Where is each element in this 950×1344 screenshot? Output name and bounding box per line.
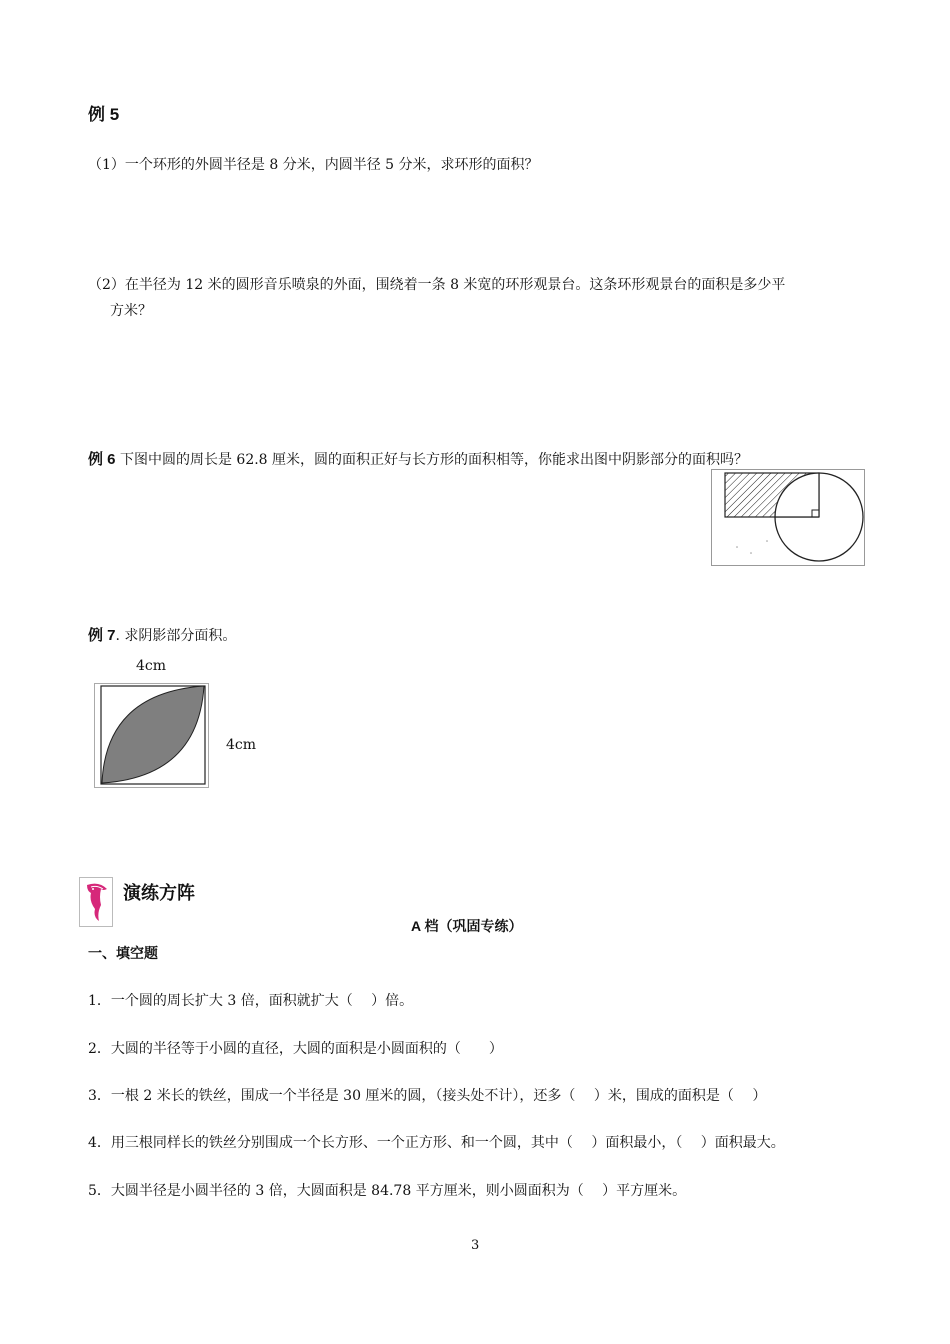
example-6-label: 例 6 [88, 451, 116, 468]
example-6-figure [711, 469, 865, 566]
page-number: 3 [471, 1238, 480, 1253]
example-7-text: . 求阴影部分面积。 [115, 628, 237, 644]
example-7-statement [88, 624, 236, 645]
practice-level: A 档（巩固专练） [411, 918, 523, 934]
example-7-top-label: 4cm [136, 658, 167, 674]
example-5-title: 例 5 [88, 105, 120, 124]
shaded-leaf [102, 686, 204, 783]
example-5-question-2-line-1: （2）在半径为 12 米的圆形音乐喷泉的外面，围绕着一条 8 米宽的环形观景台。这条环形观景台的面积是多少平 [88, 277, 786, 293]
example-6-text: 下图中圆的周长是 62.8 厘米，圆的面积正好与长方形的面积相等，你能求出图中阴影部分的面积吗？ [119, 452, 749, 468]
fill-blank-item-5: 5．大圆半径是小圆半径的 3 倍，大圆面积是 84.78 平方厘米，则小圆面积为（ ）平方厘米。 [88, 1183, 687, 1199]
practice-title: 演练方阵 [123, 883, 195, 903]
section-heading: 一、填空题 [88, 945, 158, 961]
fill-blank-item-3: 3．一根 2 米长的铁丝，围成一个半径是 30 厘米的圆，（接头处不计），还多（ ）米，围成的面积是（ ） [88, 1088, 767, 1104]
example-5-question-1: （1）一个环形的外圆半径是 8 分米，内圆半径 5 分米，求环形的面积？ [88, 157, 539, 173]
fill-blank-item-4: 4．用三根同样长的铁丝分别围成一个长方形、一个正方形、和一个圆，其中（ ）面积最小，（ ）面积最大。 [88, 1135, 785, 1151]
example-6-statement [88, 448, 748, 469]
dolphin-icon [79, 877, 113, 927]
example-7-label: 例 7 [88, 627, 116, 644]
example-5-question-2-line-2: 方米？ [110, 303, 152, 319]
fill-blank-item-2: 2．大圆的半径等于小圆的直径，大圆的面积是小圆面积的（ ） [88, 1041, 503, 1057]
fill-blank-item-1: 1．一个圆的周长扩大 3 倍，面积就扩大（ ）倍。 [88, 993, 414, 1009]
example-7-side-label: 4cm [226, 737, 257, 753]
example-7-figure [94, 683, 209, 788]
